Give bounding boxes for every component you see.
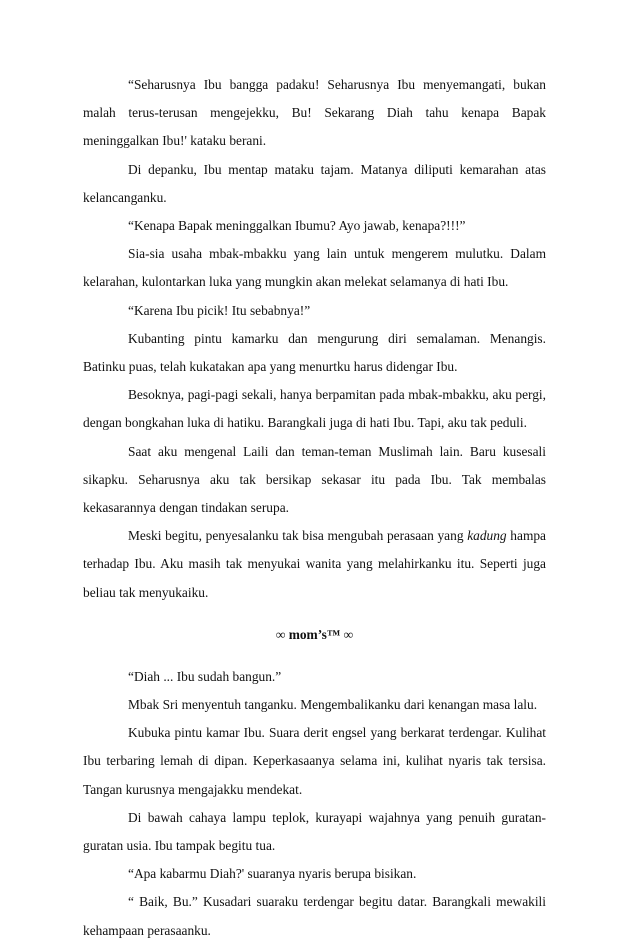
- paragraph-6: Kubanting pintu kamarku dan mengurung diri semalaman. Menangis. Batinku puas, telah kukatakan apa yang menurtku harus didengar Ibu.: [83, 330, 546, 375]
- paragraph-3: “Kenapa Bapak meninggalkan Ibumu? Ayo jawab, kenapa?!!!”: [128, 218, 466, 234]
- paragraph-8: Saat aku mengenal Laili dan teman-teman Muslimah lain. Baru kusesali sikapku. Seharusnya aku tak bersikap sekasar itu pada Ibu. Tak membalas kekasarannya dengan tindakan serupa.: [83, 443, 546, 516]
- paragraph-4: Sia-sia usaha mbak-mbakku yang lain untuk mengerem mulutku. Dalam kelarahan, kulontarkan luka yang mungkin akan melekat selamanya di hati Ibu.: [83, 246, 546, 290]
- paragraph-12: Kubuka pintu kamar Ibu. Suara derit engsel yang berkarat terdengar. Kulihat Ibu terbaring lemah di dipan. Keperkasaanya selama ini, kulihat nyaris tak tersisa. Tangan kurusnya mengajakku mendekat.: [83, 725, 546, 797]
- paragraph-9: [83, 522, 546, 607]
- paragraph-15: “ Baik, Bu.” Kusadari suaraku terdengar begitu datar. Barangkali mewakili kehampaan perasaanku.: [83, 894, 546, 938]
- paragraph-13: Di bawah cahaya lampu teplok, kurayapi wajahnya yang penuih guratan-guratan usia. Ibu tampak begitu tua.: [83, 809, 546, 854]
- paragraph-9-end: hampa terhadap Ibu. Aku masih tak menyukai wanita yang melahirkanku itu. Seperti juga beliau tak menyukaiku.: [83, 528, 546, 600]
- paragraph-9-start: Meski begitu, penyesalanku tak bisa mengubah perasaan yang: [128, 528, 468, 544]
- paragraph-2: Di depanku, Ibu mentap mataku tajam. Matanya diliputi kemarahan atas kelancanganku.: [83, 161, 546, 205]
- document-page: [83, 71, 546, 945]
- italic-word-kadung: kadung: [467, 528, 507, 544]
- paragraph-14: “Apa kabarmu Diah?' suaranya nyaris berupa bisikan.: [128, 866, 417, 882]
- paragraph-11: Mbak Sri menyentuh tanganku. Mengembalikanku dari kenangan masa lalu.: [128, 697, 538, 713]
- paragraph-7: Besoknya, pagi-pagi sekali, hanya berpamitan pada mbak-mbakku, aku pergi, dengan bongkahan luka di hatiku. Barangkali juga di hati Ibu. Tapi, aku tak peduli.: [83, 387, 546, 431]
- section-divider: ∞ mom’s™ ∞: [275, 626, 354, 642]
- paragraph-5: “Karena Ibu picik! Itu sebabnya!”: [128, 302, 311, 318]
- paragraph-10: “Diah ... Ibu sudah bangun.”: [128, 668, 282, 684]
- paragraph-1: “Seharusnya Ibu bangga padaku! Seharusnya Ibu menyemangati, bukan malah terus-terusan mengejekku, Bu! Sekarang Diah tahu kenapa Bapak meninggalkan Ibu!' kataku berani.: [83, 77, 546, 149]
